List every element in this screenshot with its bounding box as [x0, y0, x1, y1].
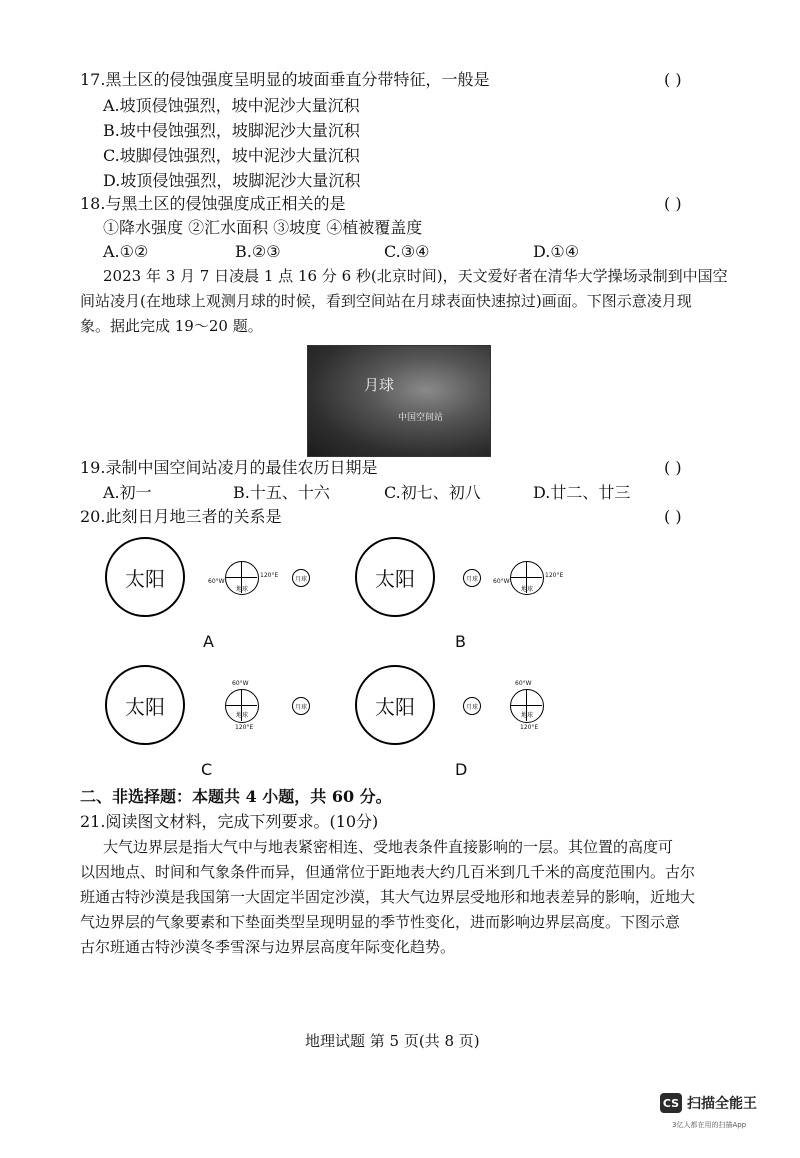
passage-line-1: 2023 年 3 月 7 日凌晨 1 点 16 分 6 秒(北京时间)，天文爱好者在清华大学操场录制到中国空	[103, 267, 728, 285]
section-2-heading: 二、非选择题：本题共 4 小题，共 60 分。	[80, 787, 392, 806]
page-footer: 地理试题 第 5 页(共 8 页)	[305, 1032, 480, 1050]
diagram-a-lon-w: 60°W	[208, 578, 225, 585]
diagram-d-letter: D	[455, 760, 468, 779]
q20-answer-paren: ( )	[664, 507, 682, 526]
diagram-a-sun: 太阳	[105, 537, 185, 617]
passage-line-3: 象。据此完成 19～20 题。	[80, 317, 263, 335]
scanner-watermark	[660, 1093, 757, 1113]
q21-para-line-2: 以因地点、时间和气象条件而异，但通常位于距地表大约几百米到几千米的高度范围内。古尔	[80, 863, 696, 881]
photo-station-label: 中国空间站	[398, 413, 444, 423]
q19-answer-paren: ( )	[664, 458, 682, 477]
q17-option-b: B.坡中侵蚀强烈，坡脚泥沙大量沉积	[103, 121, 360, 140]
diagram-a-moon: 月球	[292, 569, 310, 587]
q19-option-b: B.十五、十六	[233, 483, 330, 502]
diagram-b-lon-e: 120°E	[545, 572, 564, 579]
diagram-a-lon-e: 120°E	[260, 572, 279, 579]
diagram-a-earth-label: 地球	[236, 586, 249, 593]
q17-option-d: D.坡顶侵蚀强烈，坡脚泥沙大量沉积	[103, 171, 361, 190]
q17-answer-paren: ( )	[664, 70, 682, 89]
q18-option-b: B.②③	[235, 242, 281, 261]
q21-para-line-5: 古尔班通古特沙漠冬季雪深与边界层高度年际变化趋势。	[80, 938, 456, 956]
q18-option-d: D.①④	[533, 242, 580, 261]
q17-option-a: A.坡顶侵蚀强烈，坡中泥沙大量沉积	[103, 96, 360, 115]
scanner-tagline: 3亿人都在用的扫描App	[672, 1121, 747, 1129]
diagram-d-earth-label: 地球	[521, 712, 534, 719]
diagram-c-moon: 月球	[292, 697, 310, 715]
q19-option-a: A.初一	[103, 483, 152, 502]
diagram-a-letter: A	[203, 632, 214, 651]
diagram-c-letter: C	[201, 760, 213, 779]
q18-stem: 18.与黑土区的侵蚀强度成正相关的是	[80, 194, 346, 213]
lunar-transit-photo	[307, 345, 491, 457]
diagram-b-lon-w: 60°W	[493, 578, 510, 585]
diagram-b-earth-label: 地球	[521, 586, 534, 593]
q17-stem: 17.黑土区的侵蚀强度呈明显的坡面垂直分带特征，一般是	[80, 70, 490, 89]
diagram-c-sun: 太阳	[105, 665, 185, 745]
q21-para-line-3: 班通古特沙漠是我国第一大固定半固定沙漠，其大气边界层受地形和地表差异的影响，近地大	[80, 888, 696, 906]
diagram-b-sun: 太阳	[355, 537, 435, 617]
diagram-d-lon-e: 120°E	[520, 724, 539, 731]
q21-stem: 21.阅读图文材料，完成下列要求。(10分)	[80, 812, 379, 831]
q18-answer-paren: ( )	[664, 194, 682, 213]
diagram-c-lon-w: 60°W	[232, 680, 249, 687]
diagram-b-moon: 月球	[463, 569, 481, 587]
q17-option-c: C.坡脚侵蚀强烈，坡中泥沙大量沉积	[103, 146, 360, 165]
q21-para-line-1: 大气边界层是指大气中与地表紧密相连、受地表条件直接影响的一层。其位置的高度可	[103, 838, 674, 856]
passage-line-2: 间站凌月(在地球上观测月球的时候，看到空间站在月球表面快速掠过)画面。下图示意凌月现	[80, 292, 692, 310]
scanner-name: 扫描全能王	[687, 1096, 757, 1112]
q21-para-line-4: 气边界层的气象要素和下垫面类型呈现明显的季节性变化，进而影响边界层高度。下图示意	[80, 913, 681, 931]
diagram-d-moon: 月球	[463, 697, 481, 715]
q19-option-d: D.廿二、廿三	[533, 483, 631, 502]
diagram-d-lon-w: 60°W	[515, 680, 532, 687]
q19-option-c: C.初七、初八	[384, 483, 481, 502]
diagram-b-letter: B	[455, 632, 466, 651]
q18-option-a: A.①②	[103, 242, 149, 261]
cs-logo-icon: CS	[660, 1093, 682, 1113]
q18-option-c: C.③④	[384, 242, 430, 261]
q18-items: ①降水强度 ②汇水面积 ③坡度 ④植被覆盖度	[103, 218, 423, 237]
diagram-c-earth-label: 地球	[236, 712, 249, 719]
diagram-c-lon-e: 120°E	[235, 724, 254, 731]
q20-stem: 20.此刻日月地三者的关系是	[80, 507, 282, 526]
q19-stem: 19.录制中国空间站凌月的最佳农历日期是	[80, 458, 378, 477]
photo-moon-label: 月球	[364, 376, 395, 394]
diagram-d-sun: 太阳	[355, 665, 435, 745]
